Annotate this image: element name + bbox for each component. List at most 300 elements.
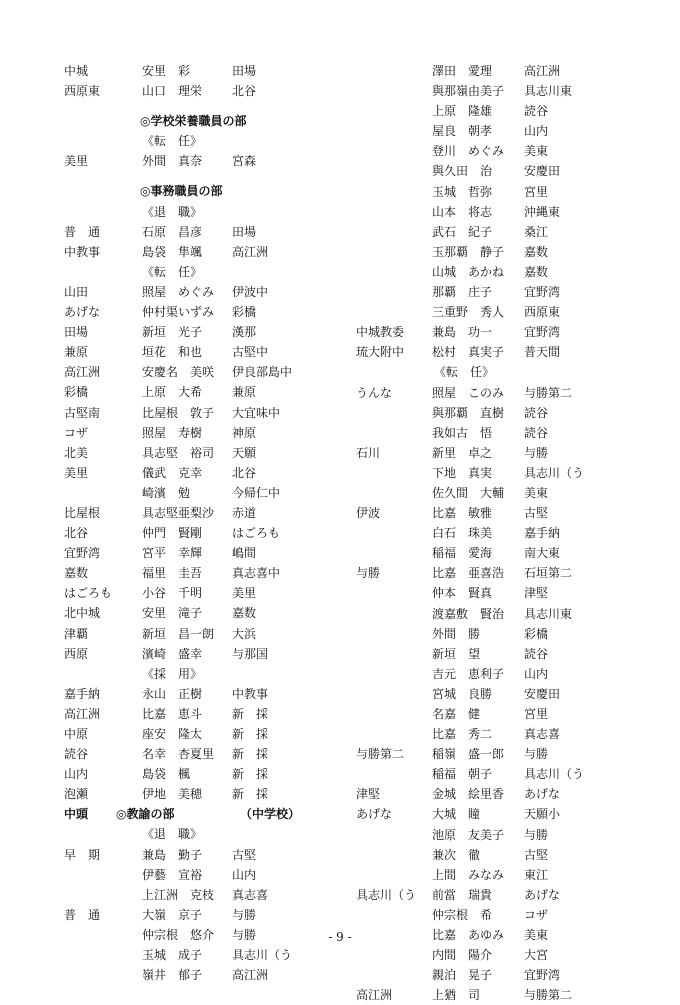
school-name: 中教事 [64, 244, 101, 259]
destination-school: 北谷 [232, 84, 257, 99]
person-name: 山本 将志 [432, 204, 493, 219]
person-name: 親泊 晃子 [432, 968, 493, 983]
person-name: 玉那覇 静子 [432, 244, 505, 259]
personnel-row [356, 523, 656, 543]
personnel-row [356, 845, 656, 865]
personnel-row [64, 322, 364, 342]
personnel-row [356, 141, 656, 161]
destination-school: 嘉数 [524, 244, 549, 259]
person-name: 吉元 恵利子 [432, 666, 505, 681]
person-name: 仲宗根 悠介 [142, 927, 215, 942]
school-name: 山田 [64, 284, 89, 299]
person-name: 比嘉 あゆみ [432, 928, 505, 943]
destination-school: 山内 [524, 666, 549, 681]
destination-school: 宜野湾 [524, 968, 561, 983]
subsection-heading [64, 824, 364, 844]
destination-school: 嘉手納 [524, 526, 561, 541]
destination-school: 宜野湾 [524, 285, 561, 300]
subsection-heading [64, 262, 364, 282]
destination-school: 南大東 [524, 546, 561, 561]
personnel-row [356, 965, 656, 985]
destination-school: 赤道 [232, 505, 257, 520]
personnel-row [64, 704, 364, 724]
person-name: 外間 真奈 [142, 154, 203, 169]
personnel-row [64, 764, 364, 784]
school-name: 田場 [64, 325, 89, 340]
personnel-row [64, 583, 364, 603]
person-name: 屋良 朝孝 [432, 124, 493, 139]
person-name: 崎濱 勉 [142, 485, 191, 500]
school-name: 彩橋 [64, 385, 89, 400]
person-name: 新垣 昌一朗 [142, 626, 215, 641]
school-name: 普 通 [64, 907, 101, 922]
person-name: 新垣 望 [432, 646, 481, 661]
personnel-row [64, 302, 364, 322]
personnel-row [356, 604, 656, 624]
personnel-row [64, 684, 364, 704]
person-name: 座安 隆太 [142, 727, 203, 741]
person-name: 石原 昌彦 [142, 224, 203, 239]
person-name: 濱崎 盛幸 [142, 646, 203, 661]
school-name: 北中城 [64, 606, 101, 621]
person-name: 兼島 功一 [432, 325, 493, 340]
destination-school: 美東 [524, 485, 549, 500]
personnel-row [356, 764, 656, 784]
person-name: 島袋 楓 [142, 767, 191, 782]
person-name: 具志堅亜梨沙 [142, 505, 215, 520]
destination-school: 与勝 [232, 907, 257, 922]
school-name: 高江洲 [64, 706, 101, 721]
person-name: 照屋 このみ [432, 385, 505, 400]
section-spacer [64, 101, 364, 111]
school-name: 普 通 [64, 224, 101, 239]
destination-school: 真志喜 [232, 887, 269, 902]
personnel-row [64, 282, 364, 302]
school-name: 与勝 [356, 566, 381, 581]
destination-school: 美東 [524, 144, 549, 159]
personnel-row [64, 382, 364, 402]
personnel-row [64, 423, 364, 443]
person-name: 大城 瞳 [432, 807, 481, 822]
person-name: 仲本 賢真 [432, 586, 493, 601]
destination-school: 宮里 [524, 707, 549, 721]
person-name: 宮平 幸輝 [142, 546, 203, 561]
personnel-row [356, 483, 656, 503]
person-name: 佐久間 大輔 [432, 485, 505, 500]
destination-school: 新 採 [232, 727, 269, 741]
personnel-row [64, 242, 364, 262]
person-name: 仲門 賢剛 [142, 526, 203, 541]
destination-school: 新 採 [232, 747, 269, 762]
personnel-row [64, 965, 364, 985]
destination-school: 神原 [232, 425, 257, 440]
subsection-heading [64, 131, 364, 151]
personnel-row [356, 202, 656, 222]
subsection-heading-text: 《採 用》 [142, 666, 203, 681]
person-name: 伊藝 宣裕 [142, 867, 203, 882]
personnel-row [356, 684, 656, 704]
school-name: 兼原 [64, 345, 89, 360]
subsection-heading-text: 《転 任》 [142, 264, 203, 279]
destination-school: 読谷 [524, 425, 549, 440]
destination-school: 嶋間 [232, 546, 257, 561]
personnel-row [356, 61, 656, 81]
personnel-row [64, 724, 364, 744]
school-name: 高江洲 [356, 988, 393, 1003]
destination-school: 高江洲 [524, 64, 561, 78]
personnel-row [64, 603, 364, 623]
person-name: 前當 瑞貴 [432, 887, 493, 902]
destination-school: 新 採 [232, 787, 269, 802]
destination-school: 真志喜中 [232, 566, 281, 581]
destination-school: 宜野湾 [524, 325, 561, 340]
personnel-row [64, 81, 364, 101]
left-column [64, 61, 364, 985]
destination-school: 兼原 [232, 385, 257, 400]
school-name: 中城教委 [356, 325, 405, 340]
personnel-row [356, 121, 656, 141]
person-name: 池原 友美子 [432, 827, 505, 842]
personnel-row [356, 423, 656, 443]
person-name: 福里 圭吾 [142, 566, 203, 581]
destination-school: 天願小 [524, 807, 561, 822]
personnel-row [356, 985, 656, 1005]
person-name: 稲嶺 盛一郎 [432, 747, 505, 762]
personnel-row [64, 483, 364, 503]
school-name: 早 期 [64, 847, 101, 862]
person-name: 與久田 治 [432, 164, 493, 179]
school-name: はごろも [64, 586, 113, 601]
person-name: 照屋 めぐみ [142, 284, 215, 299]
destination-school: 与勝第二 [524, 988, 573, 1003]
person-name: 内間 陽介 [432, 948, 493, 963]
personnel-row [356, 865, 656, 885]
destination-school: 具志川東 [524, 606, 573, 621]
personnel-row [356, 81, 656, 101]
personnel-row [64, 523, 364, 543]
person-name: 登川 めぐみ [432, 144, 505, 159]
destination-school: 今帰仁中 [232, 485, 281, 500]
personnel-row [356, 302, 656, 322]
person-name: 安里 滝子 [142, 606, 203, 621]
person-name: 白石 珠美 [432, 526, 493, 541]
personnel-row [356, 724, 656, 744]
personnel-row [356, 463, 656, 483]
destination-school: 伊良部島中 [232, 365, 293, 380]
personnel-row [356, 905, 656, 925]
person-name: 宮城 良勝 [432, 686, 493, 701]
personnel-row [64, 342, 364, 362]
destination-school: 大浜 [232, 626, 257, 641]
school-name: 比屋根 [64, 505, 101, 520]
personnel-row [64, 61, 364, 81]
personnel-row [356, 383, 656, 403]
personnel-row [356, 262, 656, 282]
destination-school: 石垣第二 [524, 566, 573, 581]
personnel-row [64, 503, 364, 523]
school-name: うんな [356, 385, 393, 400]
person-name: 那覇 庄子 [432, 285, 493, 300]
personnel-row [356, 403, 656, 423]
destination-school: 与勝 [232, 927, 257, 942]
school-name: 嘉手納 [64, 686, 101, 701]
person-name: 島袋 隼颯 [142, 244, 203, 259]
destination-school: 北谷 [232, 465, 257, 480]
subsection-heading [356, 362, 656, 382]
personnel-row [356, 182, 656, 202]
school-name: 高江洲 [64, 365, 101, 380]
region-heading [64, 804, 364, 824]
person-name: 上間 みなみ [432, 867, 505, 882]
personnel-row [356, 443, 656, 463]
person-name: 稲福 朝子 [432, 767, 493, 782]
person-name: 我如古 悟 [432, 425, 493, 440]
person-name: 比嘉 恵斗 [142, 706, 203, 721]
person-name: 山城 あかね [432, 264, 505, 279]
subsection-heading-text: 《退 職》 [142, 827, 203, 842]
destination-school: 桑江 [524, 224, 549, 239]
person-name: 名嘉 健 [432, 707, 481, 721]
subsection-heading [64, 202, 364, 222]
destination-school: 新 採 [232, 767, 269, 782]
person-name: 下地 真実 [432, 465, 493, 480]
personnel-row [356, 503, 656, 523]
school-level-label: （中学校） [240, 807, 301, 822]
personnel-row [356, 282, 656, 302]
person-name: 照屋 寿樹 [142, 425, 203, 440]
right-column [356, 61, 656, 1005]
personnel-row [356, 161, 656, 181]
destination-school: コザ [524, 907, 549, 922]
personnel-row [356, 825, 656, 845]
school-name: 宜野湾 [64, 546, 101, 561]
destination-school: 与勝 [524, 445, 549, 460]
personnel-row [356, 583, 656, 603]
person-name: 武石 紀子 [432, 224, 493, 239]
destination-school: 彩橋 [232, 305, 257, 320]
personnel-row [64, 845, 364, 865]
school-name: 泡瀬 [64, 787, 89, 802]
school-name: 山内 [64, 767, 89, 782]
destination-school: 真志喜 [524, 727, 561, 742]
person-name: 金城 絵里香 [432, 787, 505, 802]
destination-school: 大宮 [524, 948, 549, 963]
school-name: 北美 [64, 445, 89, 460]
destination-school: 古堅 [524, 847, 549, 862]
school-name: 伊波 [356, 506, 381, 521]
personnel-row [64, 784, 364, 804]
personnel-row [356, 563, 656, 583]
person-name: 玉城 哲弥 [432, 184, 493, 199]
person-name: 新里 卓之 [432, 445, 493, 460]
school-name: 津覇 [64, 626, 89, 641]
person-name: 上原 隆雄 [432, 104, 493, 119]
personnel-row [356, 543, 656, 563]
school-name: コザ [64, 425, 89, 440]
person-name: 仲村渠いずみ [142, 305, 215, 320]
personnel-row [356, 945, 656, 965]
personnel-row [356, 664, 656, 684]
destination-school: 津堅 [524, 586, 549, 601]
school-name: 美里 [64, 465, 89, 480]
section-heading [64, 111, 364, 131]
school-name: 美里 [64, 154, 89, 169]
section-spacer [64, 171, 364, 181]
personnel-row [356, 704, 656, 724]
person-name: 上猶 司 [432, 988, 481, 1003]
destination-school: 天願 [232, 445, 257, 460]
personnel-row [64, 744, 364, 764]
section-heading-text: ◎教諭の部 [116, 807, 175, 822]
personnel-row [356, 885, 656, 905]
personnel-row [356, 322, 656, 342]
personnel-row [356, 101, 656, 121]
school-name: 西原東 [64, 84, 101, 99]
person-name: 安里 彩 [142, 64, 191, 78]
personnel-row [356, 804, 656, 824]
person-name: 安慶名 美咲 [142, 365, 215, 380]
destination-school: 美里 [232, 586, 257, 601]
school-name: 中城 [64, 64, 89, 78]
destination-school: 田場 [232, 64, 257, 78]
personnel-row [64, 563, 364, 583]
person-name: 仲宗根 希 [432, 907, 493, 922]
destination-school: あげな [524, 787, 561, 802]
destination-school: 読谷 [524, 405, 549, 420]
person-name: 與那覇 直樹 [432, 405, 505, 420]
destination-school: 読谷 [524, 646, 549, 661]
destination-school: 与勝第二 [524, 385, 573, 400]
destination-school: 田場 [232, 224, 257, 239]
destination-school: 西原東 [524, 305, 561, 320]
personnel-row [64, 945, 364, 965]
destination-school: 漢那 [232, 325, 257, 340]
region-name: 中頭 [64, 807, 89, 822]
person-name: 渡嘉敷 賢治 [432, 606, 505, 621]
destination-school: 嘉数 [524, 264, 549, 279]
subsection-heading [64, 664, 364, 684]
personnel-row [64, 543, 364, 563]
person-name: 上原 大希 [142, 385, 203, 400]
school-name: 具志川（う [356, 887, 417, 902]
person-name: 上江洲 克枝 [142, 887, 215, 902]
destination-school: 安慶田 [524, 686, 561, 701]
person-name: 比屋根 敦子 [142, 405, 215, 420]
destination-school: 古堅中 [232, 345, 269, 360]
subsection-heading-text: 《転 任》 [434, 365, 495, 380]
destination-school: はごろも [232, 526, 281, 541]
school-name: あげな [64, 305, 101, 320]
destination-school: 与勝 [524, 827, 549, 842]
school-name: 西原 [64, 646, 89, 661]
section-heading [64, 181, 364, 201]
person-name: 與那嶺由美子 [432, 84, 505, 99]
person-name: 松村 真実子 [432, 345, 505, 360]
destination-school: 沖縄東 [524, 204, 561, 219]
school-name: 琉大附中 [356, 345, 405, 360]
person-name: 玉城 成子 [142, 948, 203, 963]
personnel-row [64, 865, 364, 885]
person-name: 澤田 愛理 [432, 64, 493, 78]
destination-school: 普天間 [524, 345, 561, 360]
school-name: 古堅南 [64, 405, 101, 420]
person-name: 兼次 徹 [432, 847, 481, 862]
destination-school: 中教事 [232, 686, 269, 701]
person-name: 新垣 光子 [142, 325, 203, 340]
section-heading-text: ◎事務職員の部 [140, 184, 223, 199]
destination-school: 東江 [524, 867, 549, 882]
destination-school: 具志川（う [232, 948, 293, 963]
person-name: 嶺井 郁子 [142, 968, 203, 983]
personnel-row [64, 222, 364, 242]
destination-school: 与那国 [232, 646, 269, 661]
destination-school: 高江洲 [232, 244, 269, 259]
subsection-heading-text: 《退 職》 [142, 204, 203, 219]
person-name: 伊地 美穂 [142, 787, 203, 802]
destination-school: 嘉数 [232, 606, 257, 621]
personnel-row [64, 905, 364, 925]
personnel-row [64, 644, 364, 664]
personnel-row [64, 463, 364, 483]
destination-school: 伊波中 [232, 284, 269, 299]
destination-school: 具志川（う [524, 465, 585, 480]
personnel-row [356, 242, 656, 262]
school-name: 北谷 [64, 526, 89, 541]
personnel-row [64, 362, 364, 382]
school-name: 読谷 [64, 747, 89, 762]
destination-school: 山内 [232, 867, 257, 882]
page-number: - 9 - [328, 930, 352, 944]
personnel-row [356, 222, 656, 242]
person-name: 永山 正樹 [142, 686, 203, 701]
school-name: 中原 [64, 727, 89, 741]
destination-school: 古堅 [524, 506, 549, 521]
school-name: 津堅 [356, 787, 381, 802]
personnel-row [64, 151, 364, 171]
destination-school: 具志川（う [524, 767, 585, 782]
destination-school: 具志川東 [524, 84, 573, 99]
subsection-heading-text: 《転 任》 [142, 134, 203, 149]
person-name: 比嘉 秀二 [432, 727, 493, 742]
destination-school: あげな [524, 887, 561, 902]
destination-school: 新 採 [232, 706, 269, 721]
person-name: 比嘉 亜喜浩 [432, 566, 505, 581]
destination-school: 山内 [524, 124, 549, 139]
destination-school: 古堅 [232, 847, 257, 862]
person-name: 垣花 和也 [142, 345, 203, 360]
person-name: 兼島 勤子 [142, 847, 203, 862]
destination-school: 安慶田 [524, 164, 561, 179]
school-name: あげな [356, 807, 393, 822]
destination-school: 読谷 [524, 104, 549, 119]
person-name: 儀武 克幸 [142, 465, 203, 480]
personnel-row [356, 784, 656, 804]
destination-school: 彩橋 [524, 626, 549, 641]
personnel-row [356, 624, 656, 644]
destination-school: 高江洲 [232, 968, 269, 983]
person-name: 稲福 愛海 [432, 546, 493, 561]
personnel-row [64, 885, 364, 905]
personnel-row [64, 443, 364, 463]
person-name: 比嘉 敏雅 [432, 506, 493, 521]
personnel-row [64, 624, 364, 644]
person-name: 名幸 杏夏里 [142, 747, 215, 762]
person-name: 外間 勝 [432, 626, 481, 641]
destination-school: 大宜味中 [232, 405, 281, 420]
school-name: 与勝第二 [356, 747, 405, 762]
school-name: 嘉数 [64, 566, 89, 581]
person-name: 山口 理栄 [142, 84, 203, 99]
